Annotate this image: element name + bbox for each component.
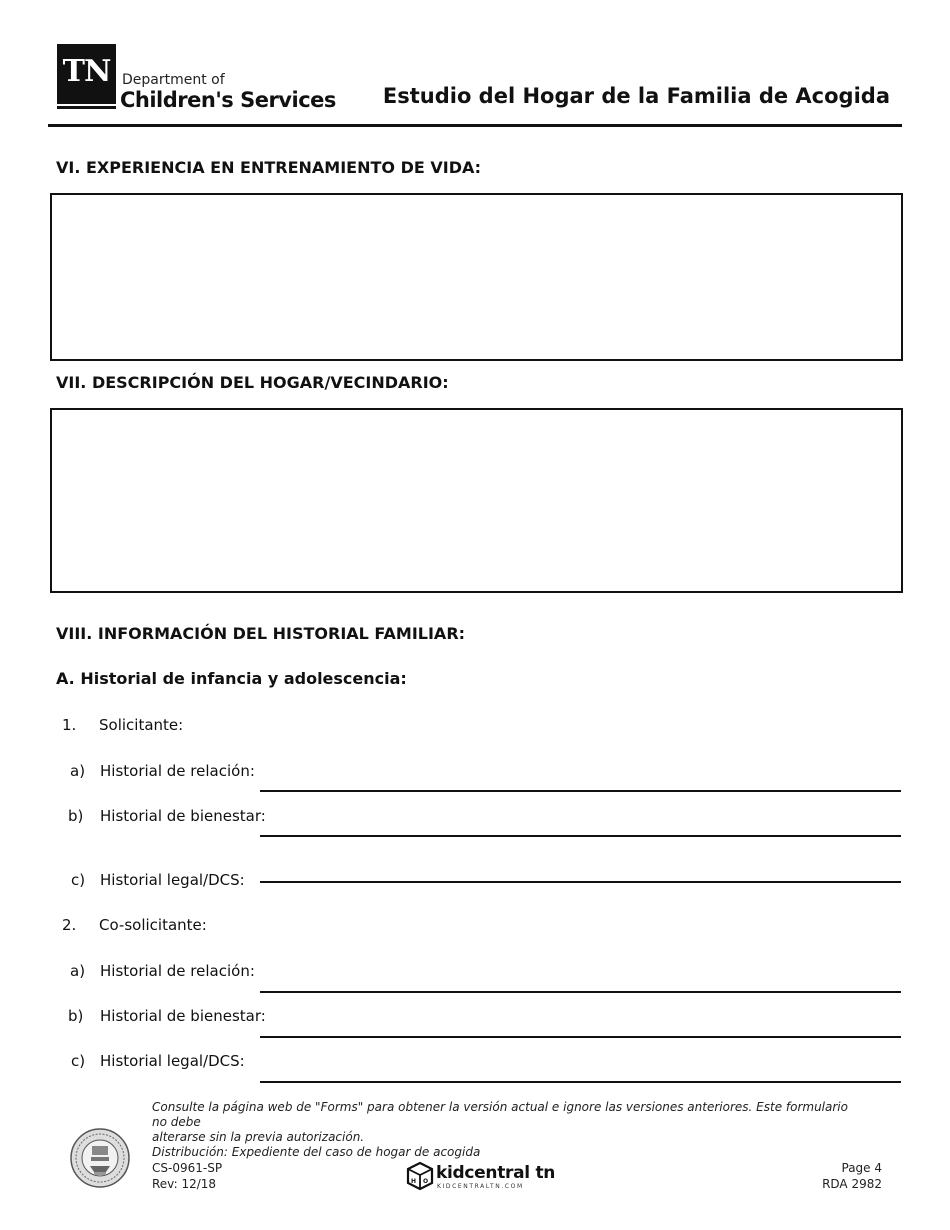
logo-initials: TN <box>62 54 111 89</box>
document-title: Estudio del Hogar de la Familia de Acogida <box>382 84 890 108</box>
svg-text:O: O <box>423 1178 429 1185</box>
page-number: Page 4 <box>841 1161 882 1175</box>
subsection-a-title: A. Historial de infancia y adolescencia: <box>56 669 407 688</box>
logo-underline <box>57 106 116 109</box>
applicant-number: 1. <box>62 716 77 734</box>
co-applicant-label: Co-solicitante: <box>99 916 207 934</box>
footer-note-line: Consulte la página web de "Forms" para obtener la versión actual e ignore las versiones anteriores. Este formulario no debe <box>152 1100 848 1129</box>
life-training-textbox[interactable] <box>50 193 903 361</box>
header-divider <box>48 124 902 127</box>
applicant-relationship-field[interactable] <box>260 790 901 792</box>
co-applicant-item-c-letter: c) <box>71 1052 86 1070</box>
co-applicant-wellbeing-field[interactable] <box>260 1036 901 1038</box>
kidcentral-brand: kidcentral tn <box>436 1163 556 1183</box>
co-applicant-item-b-letter: b) <box>68 1007 84 1025</box>
rda-number: RDA 2982 <box>822 1177 882 1191</box>
page-info <box>822 1160 882 1192</box>
section-vi-title: VI. EXPERIENCIA EN ENTRENAMIENTO DE VIDA: <box>56 158 482 177</box>
dept-name: Children's Services <box>120 88 336 112</box>
footer-note-line: alterarse sin la previa autorización. <box>152 1130 365 1144</box>
co-applicant-relationship-field[interactable] <box>260 991 901 993</box>
applicant-item-a-letter: a) <box>70 762 86 780</box>
home-description-textbox[interactable] <box>50 408 903 593</box>
form-number: CS-0961-SP <box>152 1161 223 1175</box>
applicant-relationship-label: Historial de relación: <box>100 762 255 780</box>
tn-logo <box>57 44 116 104</box>
form-revision: Rev: 12/18 <box>152 1177 217 1191</box>
applicant-item-b-letter: b) <box>68 807 84 825</box>
section-viii-title: VIII. INFORMACIÓN DEL HISTORIAL FAMILIAR: <box>56 624 466 643</box>
footer-note <box>152 1100 852 1160</box>
applicant-item-c-letter: c) <box>71 871 86 889</box>
kidcentral-url: KIDCENTRALTN.COM <box>437 1183 524 1190</box>
applicant-legal-label: Historial legal/DCS: <box>100 871 245 889</box>
applicant-label: Solicitante: <box>99 716 184 734</box>
footer-distribution: Distribución: Expediente del caso de hogar de acogida <box>152 1145 481 1159</box>
form-identifier <box>152 1160 222 1192</box>
section-vii-title: VII. DESCRIPCIÓN DEL HOGAR/VECINDARIO: <box>56 373 449 392</box>
co-applicant-number: 2. <box>62 916 77 934</box>
applicant-legal-field[interactable] <box>260 881 901 883</box>
co-applicant-wellbeing-label: Historial de bienestar: <box>100 1007 266 1025</box>
state-seal-icon <box>70 1128 130 1188</box>
applicant-wellbeing-field[interactable] <box>260 835 901 837</box>
dept-of-label: Department of <box>122 72 225 88</box>
svg-text:H: H <box>411 1178 417 1185</box>
applicant-wellbeing-label: Historial de bienestar: <box>100 807 266 825</box>
co-applicant-legal-field[interactable] <box>260 1081 901 1083</box>
co-applicant-item-a-letter: a) <box>70 962 86 980</box>
co-applicant-relationship-label: Historial de relación: <box>100 962 255 980</box>
co-applicant-legal-label: Historial legal/DCS: <box>100 1052 245 1070</box>
